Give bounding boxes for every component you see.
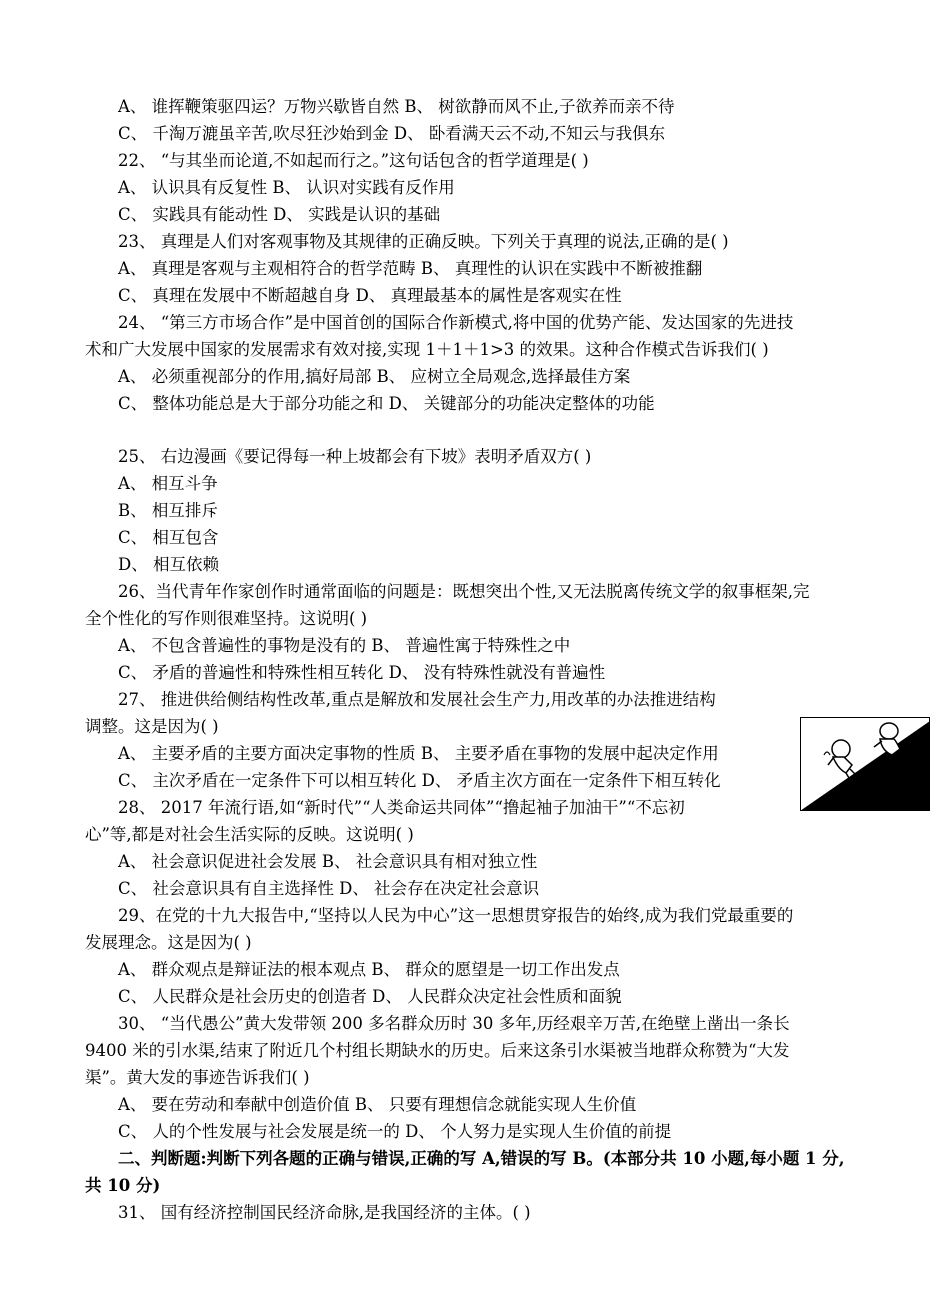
q23-options-cd: C、 真理在发展中不断超越自身 D、 真理最基本的属性是客观实在性: [118, 286, 622, 305]
q29-options-ab: A、 群众观点是辩证法的根本观点 B、 群众的愿望是一切工作出发点: [118, 960, 620, 979]
q27-options-cd: C、 主次矛盾在一定条件下可以相互转化 D、 矛盾主次方面在一定条件下相互转化: [118, 771, 721, 790]
section2-heading-line2: 共 10 分): [85, 1176, 161, 1195]
q24-stem-line1: 24、 “第三方市场合作”是中国首创的国际合作新模式,将中国的优势产能、发达国家的先进技: [118, 313, 794, 332]
q24-options-ab: A、 必须重视部分的作用,搞好局部 B、 应树立全局观念,选择最佳方案: [118, 367, 631, 386]
q30-stem-line1: 30、 “当代愚公”黄大发带领 200 多名群众历时 30 多年,历经艰辛万苦,在绝壁上凿出一条长: [118, 1014, 790, 1033]
q21-options-cd: C、 千淘万漉虽辛苦,吹尽狂沙始到金 D、 卧看满天云不动,不知云与我俱东: [118, 124, 666, 143]
q30-stem-line2: 9400 米的引水渠,结束了附近几个村组长期缺水的历史。后来这条引水渠被当地群众称赞为“大发: [85, 1041, 790, 1060]
q29-stem-line1: 29、在党的十九大报告中,“坚持以人民为中心”这一思想贯穿报告的始终,成为我们党最重要的: [118, 906, 794, 925]
uphill-cartoon-image: [800, 717, 930, 811]
q30-options-cd: C、 人的个性发展与社会发展是统一的 D、 个人努力是实现人生价值的前提: [118, 1122, 672, 1141]
section2-heading-line1: 二、判断题:判断下列各题的正确与错误,正确的写 A,错误的写 B。(本部分共 10 小题,每小题 1 分,: [118, 1149, 845, 1168]
q26-options-cd: C、 矛盾的普遍性和特殊性相互转化 D、 没有特殊性就没有普遍性: [118, 663, 606, 682]
q28-options-ab: A、 社会意识促进社会发展 B、 社会意识具有相对独立性: [118, 852, 538, 871]
q24-options-cd: C、 整体功能总是大于部分功能之和 D、 关键部分的功能决定整体的功能: [118, 394, 655, 413]
q25-option-b: B、 相互排斥: [118, 501, 218, 520]
q26-stem-line1: 26、当代青年作家创作时通常面临的问题是：既想突出个性,又无法脱离传统文学的叙事框架,完: [118, 582, 810, 601]
q30-options-ab: A、 要在劳动和奉献中创造价值 B、 只要有理想信念就能实现人生价值: [118, 1095, 637, 1114]
q28-stem-line2: 心”等,都是对社会生活实际的反映。这说明( ): [85, 825, 414, 844]
q29-options-cd: C、 人民群众是社会历史的创造者 D、 人民群众决定社会性质和面貌: [118, 987, 622, 1006]
q28-options-cd: C、 社会意识具有自主选择性 D、 社会存在决定社会意识: [118, 879, 540, 898]
q25-option-c: C、 相互包含: [118, 528, 219, 547]
q22-stem: 22、 “与其坐而论道,不如起而行之。”这句话包含的哲学道理是( ): [118, 151, 589, 170]
q25-option-a: A、 相互斗争: [118, 474, 218, 493]
q26-stem-line2: 全个性化的写作则很难坚持。这说明( ): [85, 609, 368, 628]
q25-option-d: D、 相互依赖: [118, 555, 219, 574]
q21-options-ab: A、 谁挥鞭策驱四运？万物兴歇皆自然 B、 树欲静而风不止,子欲养而亲不待: [118, 97, 675, 116]
q24-stem-line2: 术和广大发展中国家的发展需求有效对接,实现 1＋1＋1>3 的效果。这种合作模式告诉我们( ): [85, 340, 769, 359]
q25-stem: 25、 右边漫画《要记得每一种上坡都会有下坡》表明矛盾双方( ): [118, 447, 592, 466]
q22-options-cd: C、 实践具有能动性 D、 实践是认识的基础: [118, 205, 441, 224]
q23-stem: 23、 真理是人们对客观事物及其规律的正确反映。下列关于真理的说法,正确的是( ): [118, 232, 729, 251]
q23-options-ab: A、 真理是客观与主观相符合的哲学范畴 B、 真理性的认识在实践中不断被推翻: [118, 259, 703, 278]
q29-stem-line2: 发展理念。这是因为( ): [85, 933, 252, 952]
q30-stem-line3: 渠”。黄大发的事迹告诉我们( ): [85, 1068, 310, 1087]
q27-stem-line1: 27、 推进供给侧结构性改革,重点是解放和发展社会生产力,用改革的办法推进结构: [118, 690, 716, 709]
q31-stem: 31、 国有经济控制国民经济命脉,是我国经济的主体。( ): [118, 1203, 531, 1222]
q22-options-ab: A、 认识具有反复性 B、 认识对实践有反作用: [118, 178, 455, 197]
q28-stem-line1: 28、 2017 年流行语,如“新时代”“人类命运共同体”“撸起袖子加油干”“不忘初: [118, 798, 685, 817]
q26-options-ab: A、 不包含普遍性的事物是没有的 B、 普遍性寓于特殊性之中: [118, 636, 571, 655]
q27-options-ab: A、 主要矛盾的主要方面决定事物的性质 B、 主要矛盾在事物的发展中起决定作用: [118, 744, 719, 763]
q27-stem-line2: 调整。这是因为( ): [85, 717, 219, 736]
